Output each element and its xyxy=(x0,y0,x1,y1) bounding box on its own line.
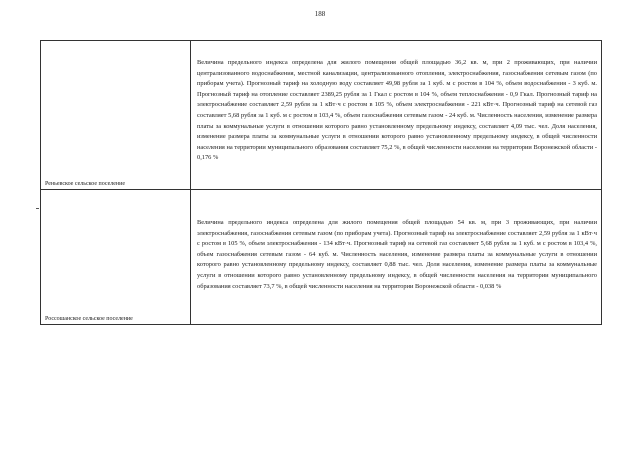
settlement-name: Реньевское сельское поселение xyxy=(45,181,125,187)
settlement-cell xyxy=(41,190,191,325)
page-number: 188 xyxy=(314,10,326,18)
scan-mark xyxy=(36,208,39,209)
description-cell xyxy=(191,190,602,325)
settlement-name: Россошанское сельское поселение xyxy=(45,316,133,322)
settlement-cell xyxy=(41,41,191,190)
table-row xyxy=(41,41,602,190)
table-row xyxy=(41,190,602,325)
description-cell xyxy=(191,41,602,190)
index-description: Величина предельного индекса определена для жилого помещения общей площадью 36,2 кв. м, при 2 проживающих, при наличии централизованного водоснабжения, местной канализации, централизованного отопления, электроснабжения, газоснабжения сетевым газом (по приборам учета). Прогнозный тариф на холодную воду составляет 49,98 рубля за 1 куб. м с ростом в 104 %, объем водоснабжения - 3 куб. м. Прогнозный тариф на отопление составляет 2389,25 рубля за 1 Гкал с ростом в 104 %, объем теплоснабжения - 0,9 Гкал. Прогнозный тариф на электроснабжение составляет 2,59 рубля за 1 кВт·ч с ростом в 105 %, объем электроснабжения - 221 кВт·ч. Прогнозный тариф на сетевой газ составляет 5,68 рубля за 1 куб. м с ростом в 103,4 %, объем газоснабжения сетевым газом - 24 куб. м. Численность населения, изменение размера платы за коммунальные услуги в отношении которого равно установленному предельному индексу, составляет 4,09 тыс. чел. Доля населения, изменение размера платы за коммунальные услуги в отношении которого равно установленному предельному индексу, в общей численности населения на территории муниципального образования составляет 75,2 %, в общей численности населения на территории Воронежской области - 0,176 % xyxy=(197,59,597,162)
tariff-table xyxy=(40,40,602,325)
index-description: Величина предельного индекса определена для жилого помещения общей площадью 54 кв. м, при 3 проживающих, при наличии электроснабжения, газоснабжения сетевым газом (по приборам учета). Прогнозный тариф на электроснабжение составляет 2,59 рубля за 1 кВт·ч с ростом в 105 %, объем электроснабжения - 134 кВт·ч. Прогнозный тариф на сетевой газ составляет 5,68 рубля за 1 куб. м с ростом в 103,4 %, объем газоснабжения сетевым газом - 64 куб. м. Численность населения, изменение размера платы за коммунальные услуги в отношении которого равно установленному предельному индексу, составляет 0,88 тыс. чел. Доля населения, изменение размера платы за коммунальные услуги в отношении которого равно установленному предельному индексу, в общей численности населения на территории муниципального образования составляет 73,7 %, в общей численности населения на территории Воронежской области - 0,038 % xyxy=(197,219,597,290)
